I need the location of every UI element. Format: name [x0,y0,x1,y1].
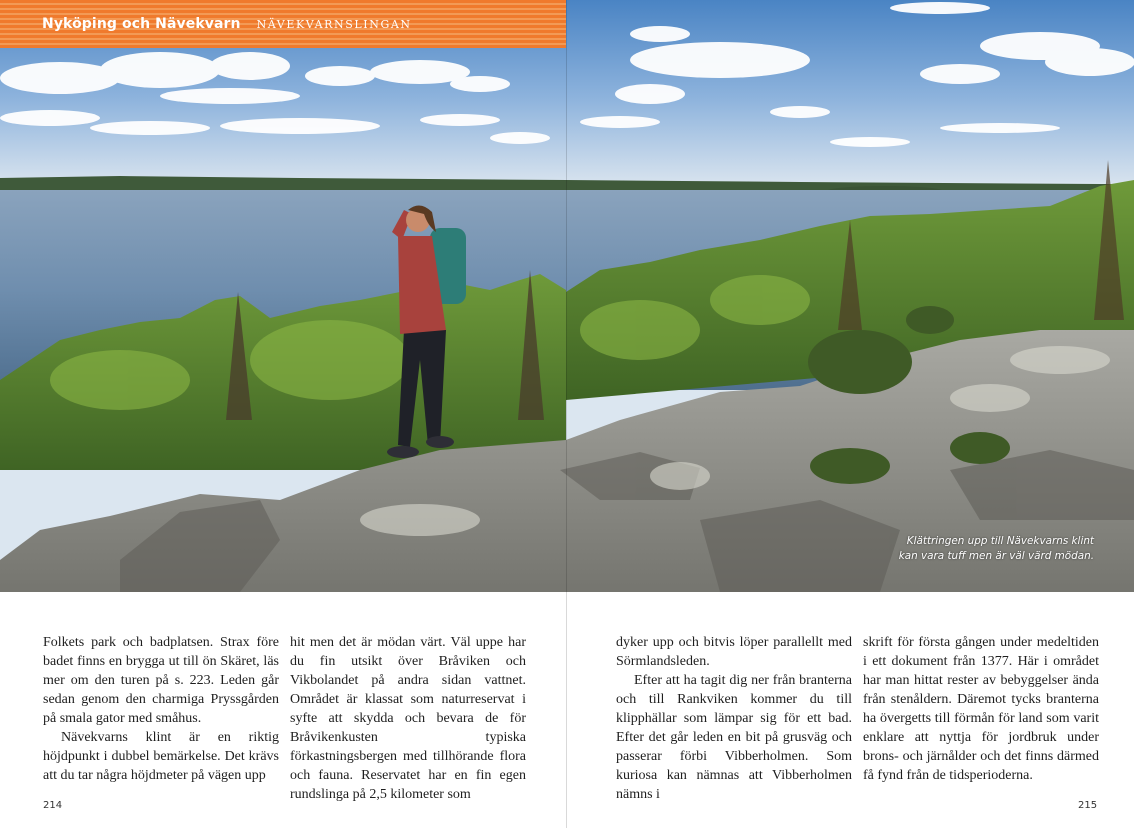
paragraph: hit men det är mödan värt. Väl uppe har du fin utsikt över Bråviken och Vikbolandet på andra sidan vattnet. Området är klassat som naturreservat i syfte att skydda och bevara de för Bråvikenkusten typiska förkastningsbergen med tillhörande flora och fauna. Reservatet har en fin egen rundslinga på 2,5 kilometer som [290,635,526,802]
photo-caption [868,534,1094,564]
paragraph: Nävekvarns klint är en riktig höjdpunkt i dubbel bemärkelse. Det krävs att du tar några höjdmeter på vägen upp [43,730,279,783]
caption-line-1: Klättringen upp till Nävekvarns klint [906,535,1094,547]
paragraph: Efter att ha tagit dig ner från branterna och till Rankviken kommer du till klipphällar som lämpar sig för ett bad. Efter det går leden en bit på grusväg och passerar förbi Vibberholmen. Som kuriosa kan nämnas att Vibberholmen nämns i [616,673,852,802]
page-number-right: 215 [1078,800,1098,811]
book-gutter [566,0,567,828]
text-column-4 [863,633,1099,785]
paragraph: dyker upp och bitvis löper parallellt med Sörmlandsleden. [616,635,852,669]
text-column-2 [290,633,526,804]
text-column-1 [43,633,279,785]
page-number-left: 214 [43,800,63,811]
section-title: NÄVEKVARNSLINGAN [256,17,412,31]
text-column-3 [616,633,852,804]
paragraph: Folkets park och badplatsen. Strax före badet finns en brygga ut till ön Skäret, läs mer om den turen på s. 223. Leden går sedan genom den charmiga Pryssgården på smala gator med småhus. [43,635,279,726]
caption-line-2: kan vara tuff men är väl värd mödan. [898,550,1094,562]
chapter-header [0,0,566,48]
chapter-title: Nyköping och Nävekvarn [42,16,241,32]
paragraph: skrift för första gången under medeltiden i ett dokument från 1377. Här i området har man hittat rester av bebyggelser ända från stenåldern. Däremot tycks branterna ha övergetts till förmån för land som varit enklare att nyttja för jordbruk under brons- och järnålder och det finns därmed få fynd från de tidsperioderna. [863,635,1099,783]
